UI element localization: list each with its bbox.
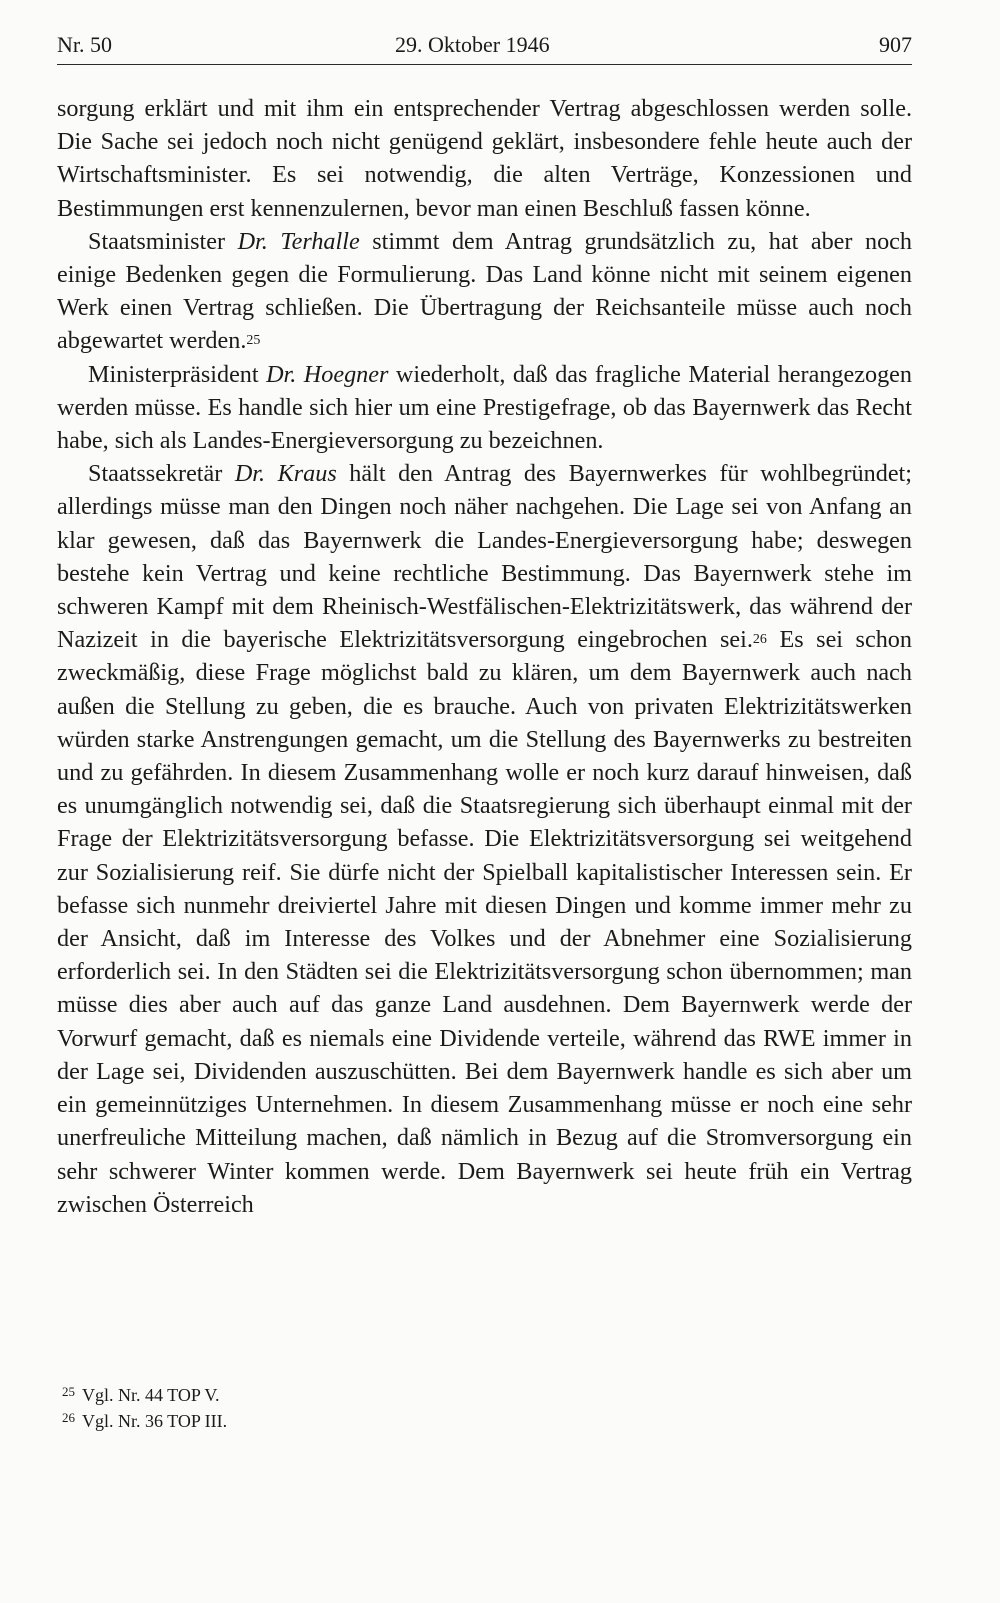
speaker-title: Staatssekretär bbox=[88, 460, 235, 488]
footnote bbox=[62, 1383, 227, 1409]
paragraph-text: hält den Antrag des Bayernwerkes für wohlbegründet; allerdings müsse man den Dingen noch näher nachgehen. Die Lage sei von Anfang an klar gewesen, daß das Bayernwerk die Landes-Energieversorgung habe; deswegen bestehe kein Vertrag und keine rechtliche Bestimmung. Das Bayernwerk stehe im schweren Kampf mit dem Rheinisch-Westfälischen-Elektrizitätswerk, das während der Nazizeit in die bayerische Elektrizitätsversorgung eingebrochen sei. bbox=[57, 460, 912, 654]
footnote-text: Vgl. Nr. 44 TOP V. bbox=[82, 1385, 220, 1405]
speaker-title: Ministerpräsident bbox=[88, 360, 267, 388]
speaker-name: Dr. Kraus bbox=[234, 460, 337, 488]
paragraph-continued: sorgung erklärt und mit ihm ein entsprechender Vertrag abgeschlossen werden solle. Die Sache sei jedoch noch nicht genügend geklärt, insbesondere fehle heute auch der Wirtschaftsminister. Es sei notwendig, die alten Verträge, Konzessionen und Bestimmungen erst kennenzulernen, bevor man einen Beschluß fassen könne. bbox=[57, 95, 912, 222]
running-header bbox=[57, 30, 912, 65]
footnote-text: Vgl. Nr. 36 TOP III. bbox=[82, 1411, 228, 1431]
paragraph-terhalle bbox=[57, 225, 912, 358]
footnotes bbox=[62, 1383, 227, 1435]
paragraph-text: stimmt dem Antrag grundsätzlich zu, hat aber noch einige Bedenken gegen die Formulierung. Das Land könne nicht mit seinem eigenen Werk einen Vertrag schließen. Die Übertragung der Reichsanteile müsse auch noch abgewartet werden. bbox=[57, 227, 913, 355]
issue-number: Nr. 50 bbox=[57, 32, 112, 57]
speaker-name: Dr. Hoegner bbox=[266, 360, 389, 388]
paragraph-hoegner bbox=[57, 358, 912, 458]
speaker-name: Dr. Terhalle bbox=[237, 227, 360, 255]
footnote-ref: 26 bbox=[752, 632, 767, 648]
speaker-title: Staatsminister bbox=[88, 227, 238, 255]
footnote-ref: 25 bbox=[246, 333, 261, 349]
header-date: 29. Oktober 1946 bbox=[395, 32, 550, 57]
paragraph-text: Es sei schon zweckmäßig, diese Frage möglichst bald zu klären, um dem Bayernwerk auch nach außen die Stellung zu geben, die es brauche. Auch von privaten Elektrizitätswerken würden starke Anstrengungen gemacht, um die Stellung des Bayernwerks zu bestreiten und zu gefährden. In diesem Zusammenhang wolle er noch kurz darauf hinweisen, daß es unumgänglich notwendig sei, daß die Staatsregierung sich überhaupt einmal mit der Frage der Elektrizitätsversorgung befasse. Die Elektrizitätsversorgung sei weitgehend zur Sozialisierung reif. Sie dürfe nicht der Spielball kapitalistischer Interessen sein. Er befasse sich nunmehr dreiviertel Jahre mit diesen Dingen und komme immer mehr zu der Ansicht, daß im Interesse des Volkes und der Abnehmer eine Sozialisierung erforderlich sei. In den Städten sei die Elektrizitätsversorgung schon übernommen; man müsse dies aber auch auf das ganze Land ausdehnen. Dem Bayernwerk werde der Vorwurf gemacht, daß es niemals eine Dividende verteile, während das RWE immer in der Lage sei, Dividenden auszuschütten. Bei dem Bayernwerk handle es sich aber um ein gemeinnütziges Unternehmen. In diesem Zusammenhang müsse er noch eine sehr unerfreuliche Mitteilung machen, daß nämlich in Bezug auf die Stromversorgung ein sehr schwerer Winter kommen werde. Dem Bayernwerk sei heute früh ein Vertrag zwischen Österreich bbox=[57, 626, 912, 1218]
footnote bbox=[62, 1409, 227, 1435]
page-number: 907 bbox=[879, 32, 912, 57]
footnote-number: 25 bbox=[62, 1384, 75, 1399]
main-text bbox=[57, 92, 912, 1221]
paragraph-text: wiederholt, daß das fragliche Material herangezogen werden müsse. Es handle sich hier um eine Prestigefrage, ob das Bayernwerk das Recht habe, sich als Landes-Energieversorgung zu bezeichnen. bbox=[57, 360, 912, 455]
footnote-number: 26 bbox=[62, 1410, 75, 1425]
paragraph-kraus bbox=[57, 457, 912, 1221]
